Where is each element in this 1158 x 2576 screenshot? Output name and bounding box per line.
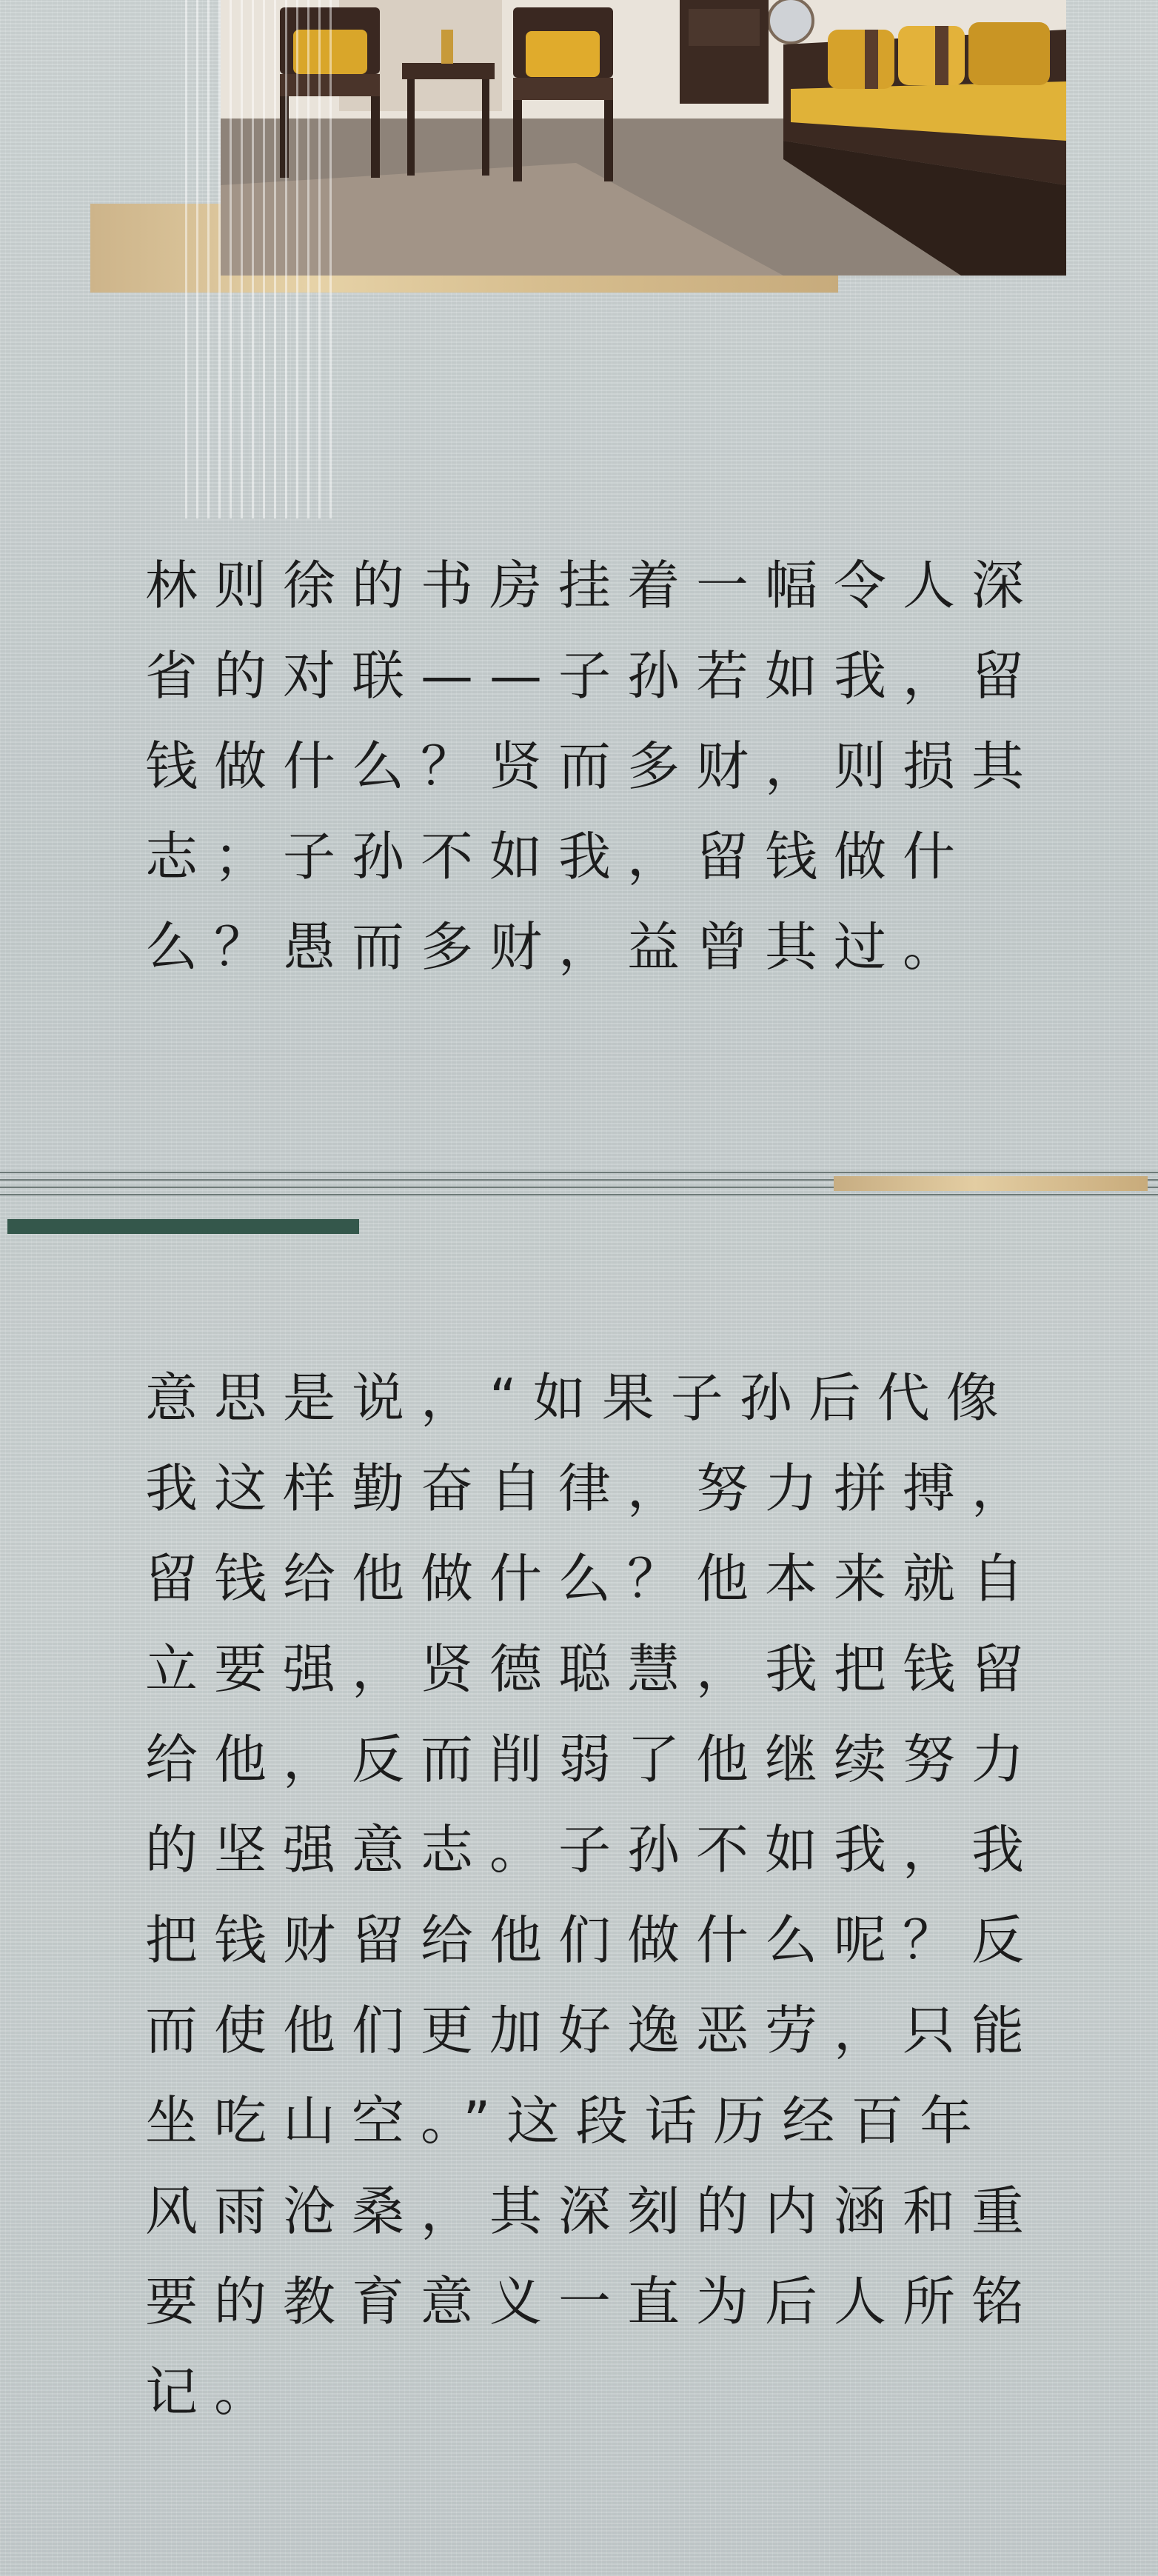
furniture-photo [221, 0, 1066, 276]
decorative-stripes [185, 0, 341, 518]
couplet-paragraph: 林则徐的书房挂着一幅令人深 省的对联——子孙若如我，留 钱做什么？贤而多财，则损其 志；子孙不如我，留钱做什 么？愚而多财，益曾其过。 [145, 555, 1041, 978]
explanation-paragraph: 意思是说，“如果子孙后代像 我这样勤奋自律，努力拼搏， 留钱给他做什么？他本来就自 立要强，贤德聪慧，我把钱留 给他，反而削弱了他继续努力 的坚强意志。子孙不如我，我 把钱财留给他们做什么呢？反 而使他们更加好逸恶劳，只能 坐吃山空。”这段话历经百年 风雨沧桑，其深刻的内涵和重 要的教育意义一直为后人所铭 记。 [145, 1367, 1041, 2423]
gold-accent-bar [834, 1176, 1148, 1191]
section-divider [0, 1169, 1158, 1228]
divider-line [0, 1172, 1158, 1173]
green-accent-bar [7, 1219, 359, 1234]
divider-line [0, 1194, 1158, 1195]
